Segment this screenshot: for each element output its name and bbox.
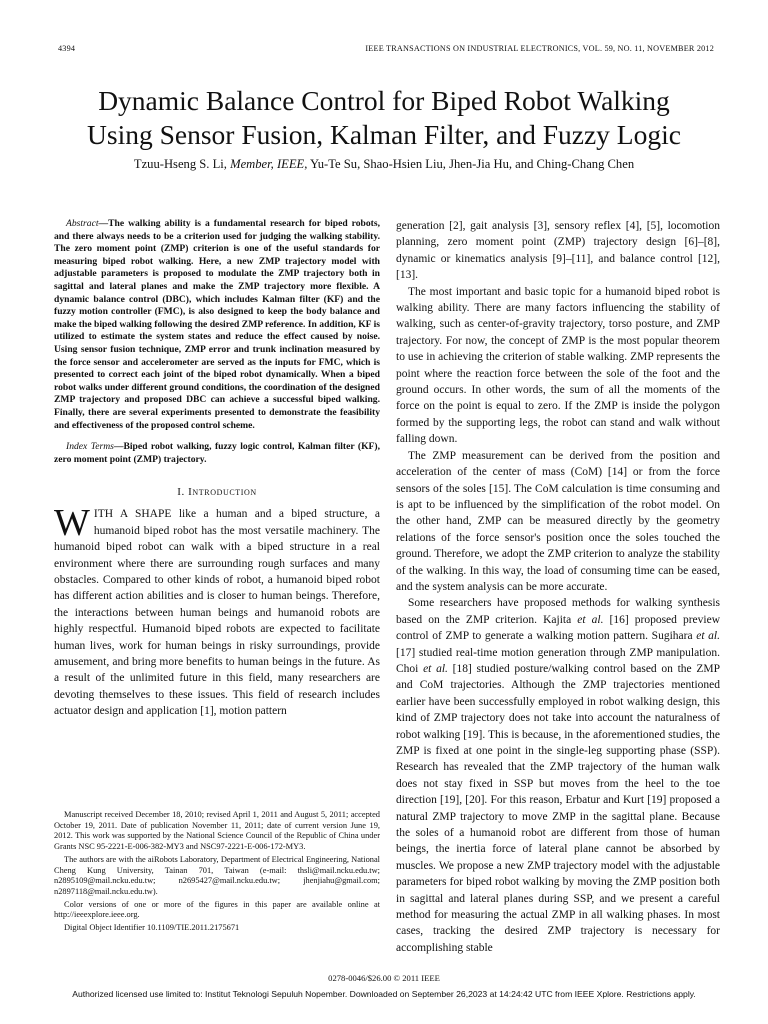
drop-cap: W bbox=[54, 502, 90, 545]
intro-lead: ITH A SHAPE bbox=[93, 508, 172, 521]
etal-3: et al. bbox=[423, 662, 448, 675]
section-numeral: I. bbox=[177, 486, 185, 499]
index-terms bbox=[54, 441, 380, 466]
right-column bbox=[396, 218, 720, 956]
license-notice: Authorized licensed use limited to: Institut Teknologi Sepuluh Nopember. Downloaded on September 26,2023 at 14:24:42 UTC from IEEE Xplore. Restrictions apply. bbox=[72, 989, 696, 999]
p3-text-c: [17] studied real-time motion generation through ZMP manipulation. Choi bbox=[396, 646, 720, 675]
p3-text-d: [18] studied posture/walking control based on the ZMP and CoM trajectories. Although the ZMP trajectories mentioned earlier have been successfully employed in robot walking design, this kind of ZMP trajectory does not take into account the naturalness of robot walking [19]. This is because, in the aforementioned studies, the ZMP is fixed at one point in the single-leg supporting phase (SSP). Research has revealed that the ZMP trajectory of the human walk does not stay fixed in SSP but moves from the heel to the toe direction [19], [20]. For this reason, Erbatur and Kurt [19] proposed a natural ZMP trajectory to move ZMP in the sagittal plane. Because the soles of a humanoid robot are different from those of human beings, the inertia force of lateral plane cannot be absorbed by muscles. We propose a new ZMP trajectory model with the adjustable parameters for biped robot walking by moving the ZMP position both in sagittal and lateral planes during SSP, and we present a careful method for measuring the actual ZMP in all walking phases. In most cases, tracking the desired ZMP trajectory is necessary for accomplishing stable bbox=[396, 662, 720, 954]
right-paragraph-1: The most important and basic topic for a humanoid biped robot is walking ability. There are many factors influencing the stability of walking, such as center-of-gravity trajectory, torso posture, and ZMP trajectory. For now, the concept of ZMP is the most popular theorem to use in achieving the criterion of stable walking. ZMP represents the point where the reaction force between the sole of the foot and the ground occurs. In other words, the sum of all the moments of the force on the point is equal to zero. If the ZMP is inside the polygon formed by the supporting legs, the robot can stand and walk without falling down. bbox=[396, 285, 720, 446]
right-paragraph-0: generation [2], gait analysis [3], sensory reflex [4], [5], locomotion planning, zero moment point (ZMP) trajectory design [6]–[8], dynamic or kinematics analysis [9]–[11], and balance control [12], [13]. bbox=[396, 220, 720, 282]
author-list bbox=[40, 157, 728, 172]
etal-1: et al. bbox=[577, 613, 604, 626]
left-column bbox=[54, 218, 380, 720]
section-heading-introduction bbox=[54, 486, 380, 498]
title-line-2: Using Sensor Fusion, Kalman Filter, and Fuzzy Logic bbox=[87, 119, 681, 150]
running-header bbox=[58, 44, 714, 58]
index-terms-text: —Biped robot walking, fuzzy logic control, Kalman filter (KF), zero moment point (ZMP) trajectory. bbox=[54, 441, 381, 465]
footnotes bbox=[54, 810, 380, 936]
author-1-role: Member, IEEE bbox=[230, 157, 305, 171]
other-authors: , Yu-Te Su, Shao-Hsien Liu, Jhen-Jia Hu, and Ching-Chang Chen bbox=[304, 157, 635, 171]
right-paragraph-2: The ZMP measurement can be derived from the position and acceleration of the center of mass (CoM) [14] or from the force sensors of the soles [15]. The CoM calculation is time consuming and is apt to be influenced by the simplification of the robot model. On the other hand, ZMP can be measured directly by the geometry relations of the force sensor's position once the soles touched the ground. Therefore, we adopt the ZMP criterion to analyze the stability of the walking. In this way, the load of consuming time can be eased, and the system analysis can be more accurate. bbox=[396, 449, 720, 593]
footnote-color: Color versions of one or more of the figures in this paper are available online at http://ieeexplore.ieee.org. bbox=[54, 899, 380, 920]
issn-line: 0278-0046/$26.00 © 2011 IEEE bbox=[328, 973, 440, 983]
footnote-authors: The authors are with the aiRobots Laboratory, Department of Electrical Engineering, National Cheng Kung University, Tainan 701, Taiwan (e-mail: thsli@mail.ncku.edu.tw; n2895109@mail.ncku.edu.tw; n2695427@mail.ncku.edu.tw; jhenjiahu@gmail.com; n2897118@mail.ncku.edu.tw). bbox=[54, 854, 380, 896]
abstract-text: —The walking ability is a fundamental research for biped robots, and there always needs to be a criterion used for judging the walking stability. The zero moment point (ZMP) criterion is one of the useful standards for measuring biped robot walking. Here, a new ZMP trajectory model with adjustable parameters is proposed to modulate the ZMP trajectory both in sagittal and lateral planes and make the ZMP trajectory more flexible. A dynamic balance control (DBC), which includes Kalman filter (KF) and the fuzzy motion controller (FMC), is also designed to keep the body balance and make the biped walking following the desired ZMP reference. In addition, KF is utilized to estimate the system states and reduce the effect caused by noise. Using sensor fusion technique, ZMP error and trunk inclination measured by the force sensor and accelerometer are served as the inputs for FMC, which is presented to correct each joint of the biped robot dynamically. When a biped robot walks under different ground conditions, the coordination of the designed ZMP trajectory and proposed DBC can achieve a successful biped walking. Finally, there are several experiments presented to demonstrate the feasibility and effectiveness of the proposed control scheme. bbox=[54, 218, 380, 431]
author-1: Tzuu-Hseng S. Li, bbox=[133, 157, 227, 171]
footnote-manuscript: Manuscript received December 18, 2010; revised April 1, 2011 and August 5, 2011; accepted October 19, 2011. Date of publication November 11, 2011; date of current version June 19, 2012. This work was supported by the National Science Council of the Republic of China under Grants NSC 95-2221-E-006-382-MY3 and NSC97-2221-E-006-172-MY3. bbox=[54, 810, 380, 852]
right-paragraph-3 bbox=[396, 595, 720, 956]
page-number: 4394 bbox=[58, 44, 76, 53]
p3-text-b: [16] proposed preview control of ZMP to generate a walking motion pattern. Sugihara bbox=[396, 613, 720, 643]
etal-2: et al. bbox=[696, 630, 720, 643]
footnote-doi: Digital Object Identifier 10.1109/TIE.2011.2175671 bbox=[64, 923, 240, 933]
index-terms-label: Index Terms bbox=[66, 441, 114, 453]
abstract bbox=[54, 218, 380, 432]
intro-paragraph bbox=[54, 502, 380, 719]
title-line-1: Dynamic Balance Control for Biped Robot Walking bbox=[98, 85, 670, 116]
paper-title bbox=[30, 84, 738, 152]
abstract-label: Abstract bbox=[66, 218, 99, 229]
journal-header: IEEE TRANSACTIONS ON INDUSTRIAL ELECTRONICS, VOL. 59, NO. 11, NOVEMBER 2012 bbox=[365, 44, 714, 53]
p3-text-a: Some researchers have proposed methods for walking synthesis based on the ZMP criterion. Kajita bbox=[396, 597, 720, 626]
section-title: Introduction bbox=[188, 486, 257, 499]
intro-text: like a human and a biped structure, a humanoid biped robot has the most versatile machinery. The humanoid biped robot can walk with a biped structure in a real environment where there are surrounding rough surfaces and many obstacles. Compared to other kinds of robot, a humanoid biped robot has different action abilities and is closer to human beings. Therefore, the interactions between human beings and humanoid robots are highly respectful. Humanoid biped robots are expected to facilitate human lives, work for human beings in risky surroundings, provide amusement, and bring more benefits to human beings in the future. As a result of the unlimited future in this field, many researchers are devoting themselves to these issues. This field of research includes actuator design and application [1], motion pattern bbox=[54, 508, 380, 718]
